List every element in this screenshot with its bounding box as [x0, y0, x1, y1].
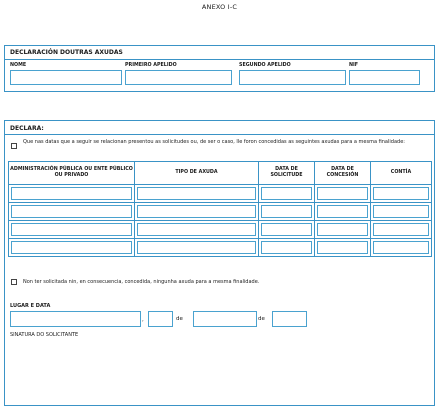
application-date-input[interactable] — [261, 205, 312, 218]
col-aid-type: TIPO DE AXUDA — [135, 162, 259, 185]
option-not-applied-text: Non ter solicitada nin, en consecuencia, concedida, ningunha axuda para a mesma finalidade. — [23, 279, 260, 285]
table-row — [9, 239, 432, 257]
section-divider — [5, 134, 434, 135]
primeiro-apelido-field[interactable] — [125, 70, 232, 85]
aid-table — [8, 161, 432, 257]
col-application-date: DATA DE SOLICITUDE — [259, 162, 315, 185]
month-input[interactable] — [193, 311, 257, 327]
concession-date-input[interactable] — [317, 205, 368, 218]
amount-input[interactable] — [373, 223, 429, 236]
section-divider — [5, 59, 434, 60]
declaration-panel — [4, 120, 435, 406]
other-aid-declaration-panel — [4, 45, 435, 92]
place-date-label: LUGAR E DATA — [10, 303, 51, 309]
declara-title: DECLARA: — [10, 125, 44, 132]
option-applied-text: Que nas datas que a seguir se relacionan presentou as solicitudes ou, de ser o caso, lle foron concedidas as seguintes axudas para a mesma finalidade: — [23, 139, 405, 145]
concession-date-input[interactable] — [317, 187, 368, 200]
amount-input[interactable] — [373, 187, 429, 200]
section-title: DECLARACIÓN DOUTRAS AXUDAS — [10, 49, 123, 56]
administration-input[interactable] — [11, 187, 132, 200]
primeiro-apelido-label: PRIMEIRO APELIDO — [125, 63, 177, 68]
de-separator-2: de — [258, 316, 265, 322]
table-row — [9, 221, 432, 239]
application-date-input[interactable] — [261, 241, 312, 254]
option-applied-checkbox[interactable] — [11, 143, 17, 149]
col-concession-date: DATA DE CONCESIÓN — [315, 162, 371, 185]
col-amount: CONTÍA — [371, 162, 432, 185]
aid-type-input[interactable] — [137, 223, 256, 236]
annex-title: ANEXO I-C — [201, 3, 238, 11]
administration-input[interactable] — [11, 205, 132, 218]
nome-label: NOME — [10, 63, 27, 68]
day-input[interactable] — [148, 311, 173, 327]
comma-separator: , — [142, 317, 144, 323]
signature-area[interactable] — [10, 341, 310, 396]
nif-field[interactable] — [349, 70, 420, 85]
segundo-apelido-label: SEGUNDO APELIDO — [239, 63, 291, 68]
de-separator-1: de — [176, 316, 183, 322]
place-input[interactable] — [10, 311, 141, 327]
application-date-input[interactable] — [261, 223, 312, 236]
administration-input[interactable] — [11, 241, 132, 254]
year-input[interactable] — [272, 311, 307, 327]
table-row — [9, 185, 432, 203]
table-header-row — [9, 162, 432, 185]
col-administration: ADMINISTRACIÓN PÚBLICA OU ENTE PÚBLICO OU PRIVADO — [9, 162, 135, 185]
signature-label: SINATURA DO SOLICITANTE — [10, 332, 79, 338]
amount-input[interactable] — [373, 205, 429, 218]
application-date-input[interactable] — [261, 187, 312, 200]
concession-date-input[interactable] — [317, 241, 368, 254]
segundo-apelido-field[interactable] — [239, 70, 346, 85]
nif-label: NIF — [349, 63, 359, 68]
aid-type-input[interactable] — [137, 205, 256, 218]
table-row — [9, 203, 432, 221]
aid-type-input[interactable] — [137, 187, 256, 200]
option-not-applied-checkbox[interactable] — [11, 279, 17, 285]
administration-input[interactable] — [11, 223, 132, 236]
nome-field[interactable] — [10, 70, 122, 85]
concession-date-input[interactable] — [317, 223, 368, 236]
amount-input[interactable] — [373, 241, 429, 254]
aid-type-input[interactable] — [137, 241, 256, 254]
